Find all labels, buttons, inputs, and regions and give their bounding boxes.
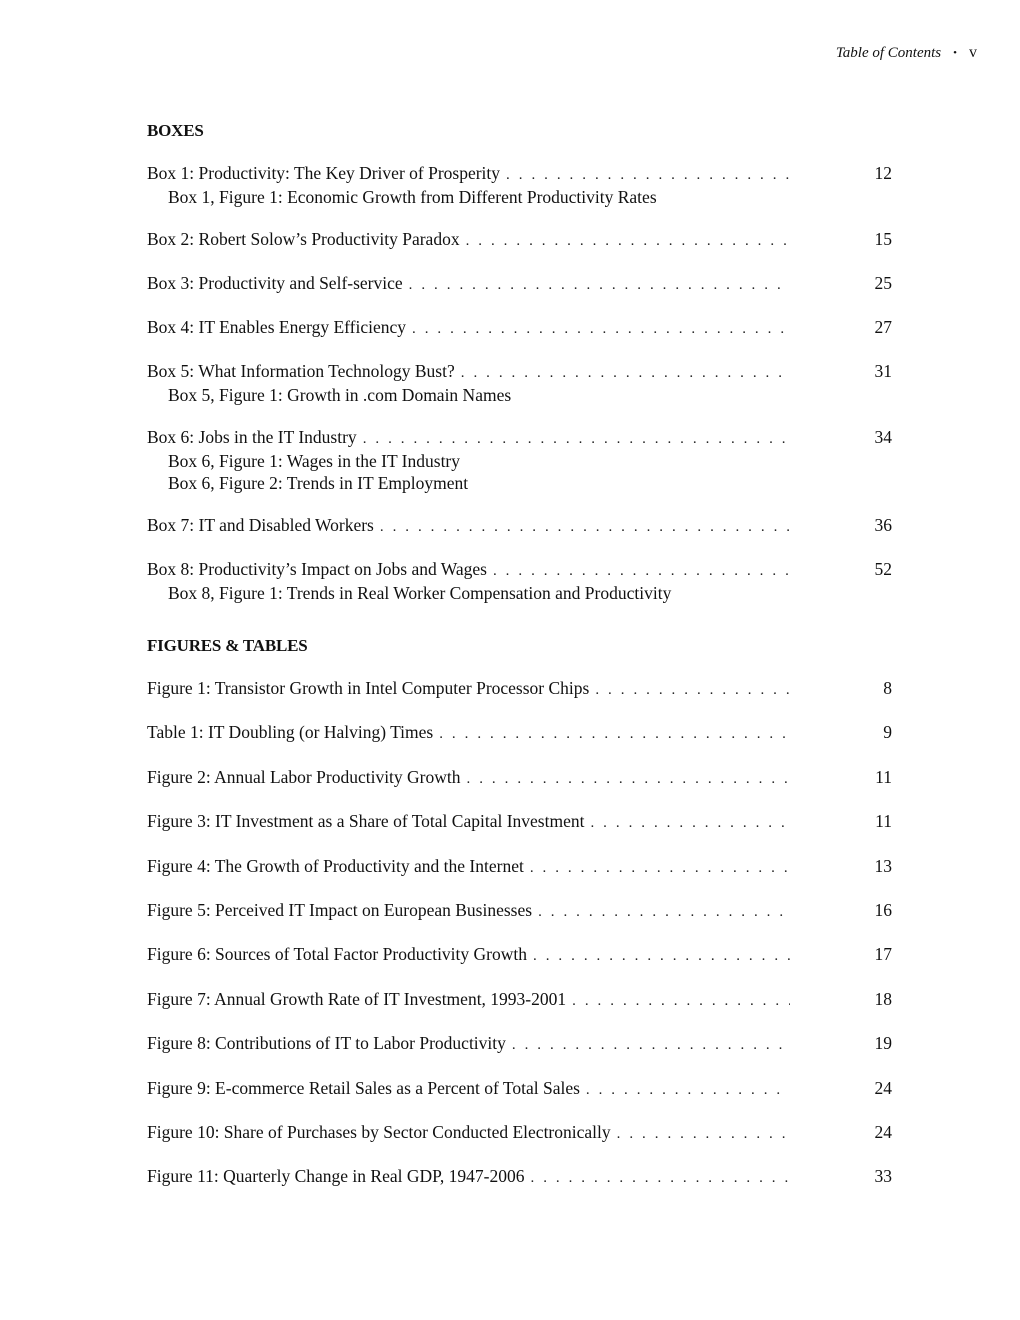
toc-entry-line bbox=[147, 272, 892, 296]
dot-leader bbox=[530, 857, 790, 879]
toc-page-number: 36 bbox=[874, 515, 892, 535]
figure-entry[interactable] bbox=[147, 1121, 892, 1145]
box-entry[interactable] bbox=[147, 558, 892, 604]
toc-subentry[interactable]: Box 6, Figure 2: Trends in IT Employment bbox=[168, 473, 469, 493]
dot-leader bbox=[533, 945, 790, 967]
dot-leader bbox=[590, 812, 790, 834]
toc-page-number: 9 bbox=[883, 722, 892, 743]
toc-entry-line bbox=[147, 316, 892, 340]
dot-leader bbox=[467, 768, 790, 790]
toc-subentry[interactable]: Box 6, Figure 1: Wages in the IT Industry bbox=[168, 451, 461, 471]
box-entry[interactable] bbox=[147, 316, 892, 340]
toc-entry-line bbox=[147, 1165, 892, 1189]
box-entry[interactable] bbox=[147, 426, 892, 494]
toc-entry-title: Figure 4: The Growth of Productivity and the Internet bbox=[147, 855, 524, 876]
toc-page-number: 34 bbox=[874, 427, 892, 447]
toc-entry-title: Figure 9: E-commerce Retail Sales as a Percent of Total Sales bbox=[147, 1077, 580, 1098]
box-entry[interactable] bbox=[147, 360, 892, 406]
toc-entry-line bbox=[147, 766, 892, 790]
toc-entry-title: Table 1: IT Doubling (or Halving) Times bbox=[147, 722, 434, 743]
toc-entry-line bbox=[147, 426, 892, 450]
dot-leader bbox=[572, 990, 790, 1012]
figures-tables-list bbox=[147, 677, 892, 1189]
toc-entry-title: Figure 6: Sources of Total Factor Productivity Growth bbox=[147, 944, 528, 965]
toc-page-number: 17 bbox=[874, 944, 892, 965]
running-header bbox=[836, 44, 977, 62]
dot-leader bbox=[461, 362, 790, 384]
toc-page-number: 8 bbox=[883, 678, 892, 698]
toc-entry-line bbox=[147, 943, 892, 967]
dot-leader bbox=[493, 560, 790, 582]
dot-leader bbox=[363, 428, 790, 450]
figure-entry[interactable] bbox=[147, 1077, 892, 1101]
toc-page-number: 31 bbox=[874, 361, 892, 381]
toc-entry-line bbox=[147, 988, 892, 1012]
toc-entry-title: Box 5: What Information Technology Bust? bbox=[147, 361, 455, 381]
toc-entry-title: Box 7: IT and Disabled Workers bbox=[147, 515, 374, 535]
toc-entry-line bbox=[147, 1032, 892, 1056]
toc-entry-title: Box 4: IT Enables Energy Efficiency bbox=[147, 317, 407, 337]
toc-page-number: 13 bbox=[874, 855, 892, 876]
toc-page-number: 12 bbox=[874, 163, 892, 183]
toc-entry-title: Figure 5: Perceived IT Impact on European Businesses bbox=[147, 899, 533, 920]
toc-page-number: 24 bbox=[874, 1077, 892, 1098]
table-of-contents bbox=[147, 120, 892, 1210]
toc-entry-line bbox=[147, 360, 892, 384]
toc-page-number: 18 bbox=[874, 988, 892, 1009]
toc-subentry[interactable]: Box 5, Figure 1: Growth in .com Domain Names bbox=[168, 385, 512, 405]
toc-entry-title: Figure 3: IT Investment as a Share of Total Capital Investment bbox=[147, 811, 585, 832]
toc-entry-title: Figure 11: Quarterly Change in Real GDP, 1947-2006 bbox=[147, 1166, 525, 1187]
figure-entry[interactable] bbox=[147, 943, 892, 967]
running-header-title: Table of Contents bbox=[835, 44, 942, 61]
toc-entry-line bbox=[147, 855, 892, 879]
toc-entry-title: Figure 10: Share of Purchases by Sector Conducted Electronically bbox=[147, 1121, 611, 1142]
toc-entry-line bbox=[147, 514, 892, 538]
dot-leader bbox=[531, 1167, 791, 1189]
toc-entry-title: Box 8: Productivity’s Impact on Jobs and Wages bbox=[147, 559, 487, 579]
boxes-list bbox=[147, 162, 892, 604]
toc-entry-line bbox=[147, 721, 892, 745]
toc-entry-line bbox=[147, 1121, 892, 1145]
toc-entry-line bbox=[147, 558, 892, 582]
dot-leader bbox=[439, 723, 790, 745]
page-number: v bbox=[969, 44, 977, 61]
toc-page-number: 25 bbox=[874, 273, 892, 293]
dot-leader bbox=[380, 516, 790, 538]
toc-page-number: 27 bbox=[874, 317, 892, 337]
dot-leader bbox=[512, 1034, 790, 1056]
toc-page-number: 52 bbox=[874, 559, 892, 579]
figure-entry[interactable] bbox=[147, 855, 892, 879]
figure-entry[interactable] bbox=[147, 677, 892, 701]
toc-subentry[interactable]: Box 8, Figure 1: Trends in Real Worker Compensation and Productivity bbox=[168, 583, 672, 603]
toc-entry-title: Box 3: Productivity and Self-service bbox=[147, 273, 403, 293]
box-entry[interactable] bbox=[147, 162, 892, 208]
figure-entry[interactable] bbox=[147, 810, 892, 834]
toc-page-number: 24 bbox=[874, 1121, 892, 1142]
toc-entry-line bbox=[147, 899, 892, 923]
figure-entry[interactable] bbox=[147, 899, 892, 923]
toc-entry-line bbox=[147, 677, 892, 701]
dot-leader bbox=[412, 318, 790, 340]
toc-page-number: 19 bbox=[874, 1033, 892, 1054]
toc-entry-line bbox=[147, 810, 892, 834]
toc-entry-line bbox=[147, 162, 892, 186]
figures-tables-heading: FIGURES & TABLES bbox=[147, 636, 308, 655]
toc-page-number: 15 bbox=[874, 229, 892, 249]
figure-entry[interactable] bbox=[147, 721, 892, 745]
figure-entry[interactable] bbox=[147, 766, 892, 790]
toc-entry-title: Figure 2: Annual Labor Productivity Growth bbox=[147, 766, 461, 787]
toc-page-number: 11 bbox=[875, 811, 892, 832]
figure-entry[interactable] bbox=[147, 988, 892, 1012]
toc-entry-title: Figure 7: Annual Growth Rate of IT Investment, 1993-2001 bbox=[147, 988, 567, 1009]
toc-entry-title: Box 2: Robert Solow’s Productivity Paradox bbox=[147, 229, 460, 249]
toc-subentry[interactable]: Box 1, Figure 1: Economic Growth from Different Productivity Rates bbox=[168, 187, 657, 207]
dot-leader bbox=[506, 164, 790, 186]
toc-entry-title: Figure 8: Contributions of IT to Labor Productivity bbox=[147, 1033, 506, 1054]
box-entry[interactable] bbox=[147, 272, 892, 296]
bullet-separator: • bbox=[953, 47, 957, 59]
toc-entry-line bbox=[147, 228, 892, 252]
dot-leader bbox=[586, 1079, 790, 1101]
box-entry[interactable] bbox=[147, 514, 892, 538]
dot-leader bbox=[466, 230, 790, 252]
box-entry[interactable] bbox=[147, 228, 892, 252]
toc-entry-title: Box 6: Jobs in the IT Industry bbox=[147, 427, 357, 447]
toc-page-number: 11 bbox=[875, 766, 892, 787]
toc-entry-line bbox=[147, 1077, 892, 1101]
dot-leader bbox=[595, 679, 790, 701]
toc-entry-title: Box 1: Productivity: The Key Driver of Prosperity bbox=[147, 163, 501, 183]
figure-entry[interactable] bbox=[147, 1165, 892, 1189]
toc-page-number: 33 bbox=[874, 1166, 892, 1187]
dot-leader bbox=[409, 274, 790, 296]
toc-page-number: 16 bbox=[874, 899, 892, 920]
toc-entry-title: Figure 1: Transistor Growth in Intel Computer Processor Chips bbox=[147, 678, 590, 698]
figure-entry[interactable] bbox=[147, 1032, 892, 1056]
boxes-heading: BOXES bbox=[147, 121, 204, 140]
dot-leader bbox=[617, 1123, 790, 1145]
dot-leader bbox=[538, 901, 790, 923]
